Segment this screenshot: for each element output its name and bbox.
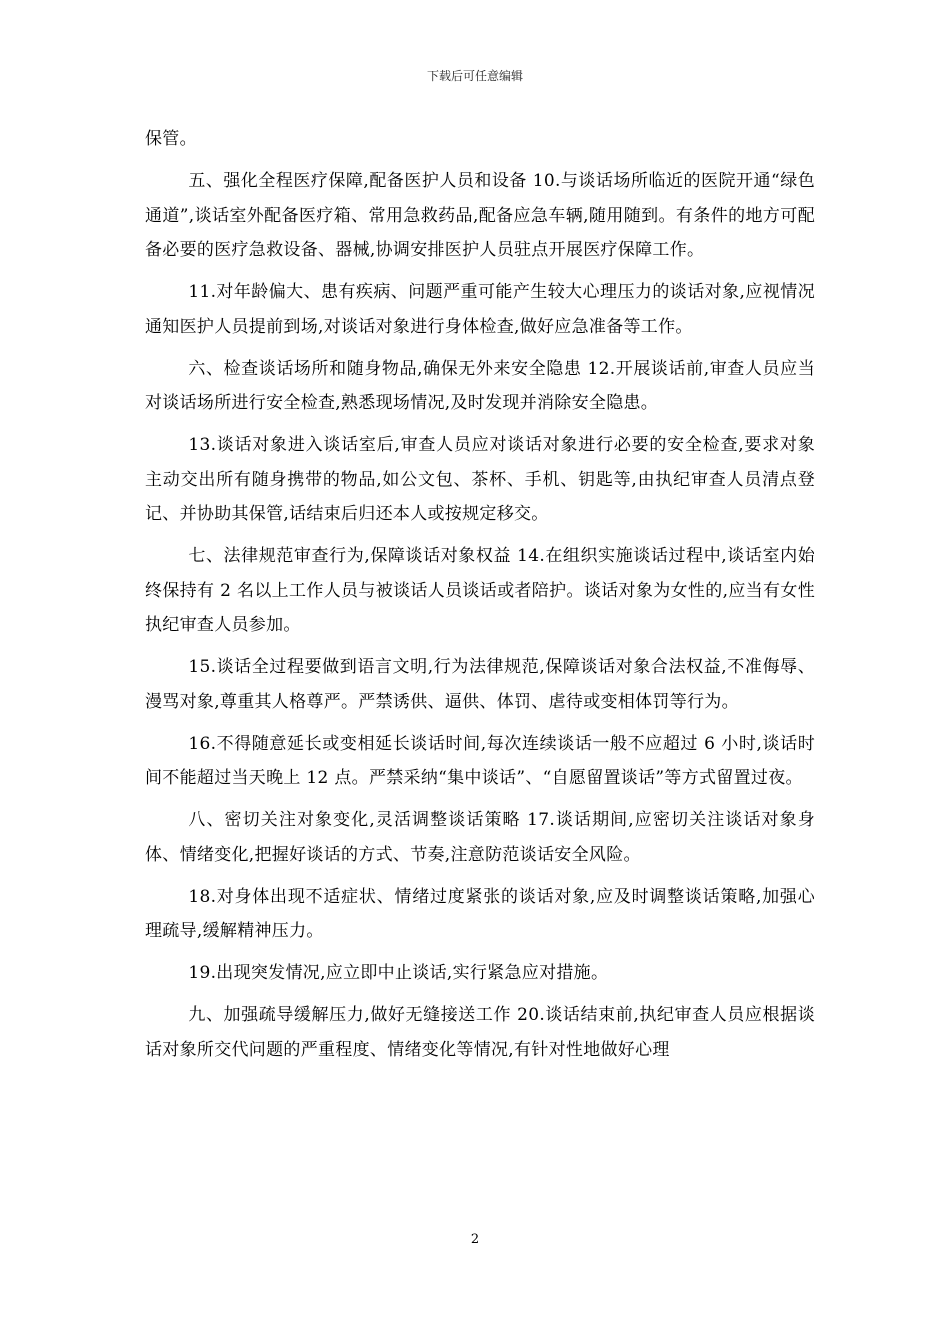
- page-header: 下载后可任意编辑: [426, 69, 523, 83]
- paragraph-8: 16.不得随意延长或变相延长谈话时间,每次连续谈话一般不应超过 6 小时,谈话时间不能超过当天晚上 12 点。严禁采纳“集中谈话”、“自愿留置谈话”等方式留置过夜。: [145, 733, 815, 788]
- paragraph-5: 13.谈话对象进入谈话室后,审查人员应对谈话对象进行必要的安全检查,要求对象主动交出所有随身携带的物品,如公文包、茶杯、手机、钥匙等,由执纪审查人员清点登记、并协助其保管,话结束后归还本人或按规定移交。: [145, 435, 815, 524]
- paragraph-1: 保管。: [145, 129, 197, 149]
- paragraph-3: 11.对年龄偏大、患有疾病、问题严重可能产生较大心理压力的谈话对象,应视情况通知医护人员提前到场,对谈话对象进行身体检查,做好应急准备等工作。: [145, 282, 815, 337]
- paragraph-9: 八、密切关注对象变化,灵活调整谈话策略 17.谈话期间,应密切关注谈话对象身体、情绪变化,把握好谈话的方式、节奏,注意防范谈话安全风险。: [145, 810, 815, 865]
- paragraph-2: 五、强化全程医疗保障,配备医护人员和设备 10.与谈话场所临近的医院开通“绿色通道”,谈话室外配备医疗箱、常用急救药品,配备应急车辆,随用随到。有条件的地方可配备必要的医疗急救设备、器械,协调安排医护人员驻点开展医疗保障工作。: [145, 171, 815, 260]
- paragraph-10: 18.对身体出现不适症状、情绪过度紧张的谈话对象,应及时调整谈话策略,加强心理疏导,缓解精神压力。: [145, 886, 815, 941]
- document-body: [145, 122, 815, 1075]
- paragraph-4: 六、检查谈话场所和随身物品,确保无外来安全隐患 12.开展谈话前,审查人员应当对谈话场所进行安全检查,熟悉现场情况,及时发现并消除安全隐患。: [145, 358, 815, 413]
- paragraph-11: 19.出现突发情况,应立即中止谈话,实行紧急应对措施。: [188, 963, 609, 983]
- page-number: 2: [470, 1232, 480, 1247]
- paragraph-7: 15.谈话全过程要做到语言文明,行为法律规范,保障谈话对象合法权益,不准侮辱、漫骂对象,尊重其人格尊严。严禁诱供、逼供、体罚、虐待或变相体罚等行为。: [145, 657, 815, 712]
- paragraph-12: 九、加强疏导缓解压力,做好无缝接送工作 20.谈话结束前,执纪审查人员应根据谈话对象所交代问题的严重程度、情绪变化等情况,有针对性地做好心理: [145, 1005, 815, 1060]
- paragraph-6: 七、法律规范审查行为,保障谈话对象权益 14.在组织实施谈话过程中,谈话室内始终保持有 2 名以上工作人员与被谈话人员谈话或者陪护。谈话对象为女性的,应当有女性执纪审查人员参加。: [145, 546, 815, 635]
